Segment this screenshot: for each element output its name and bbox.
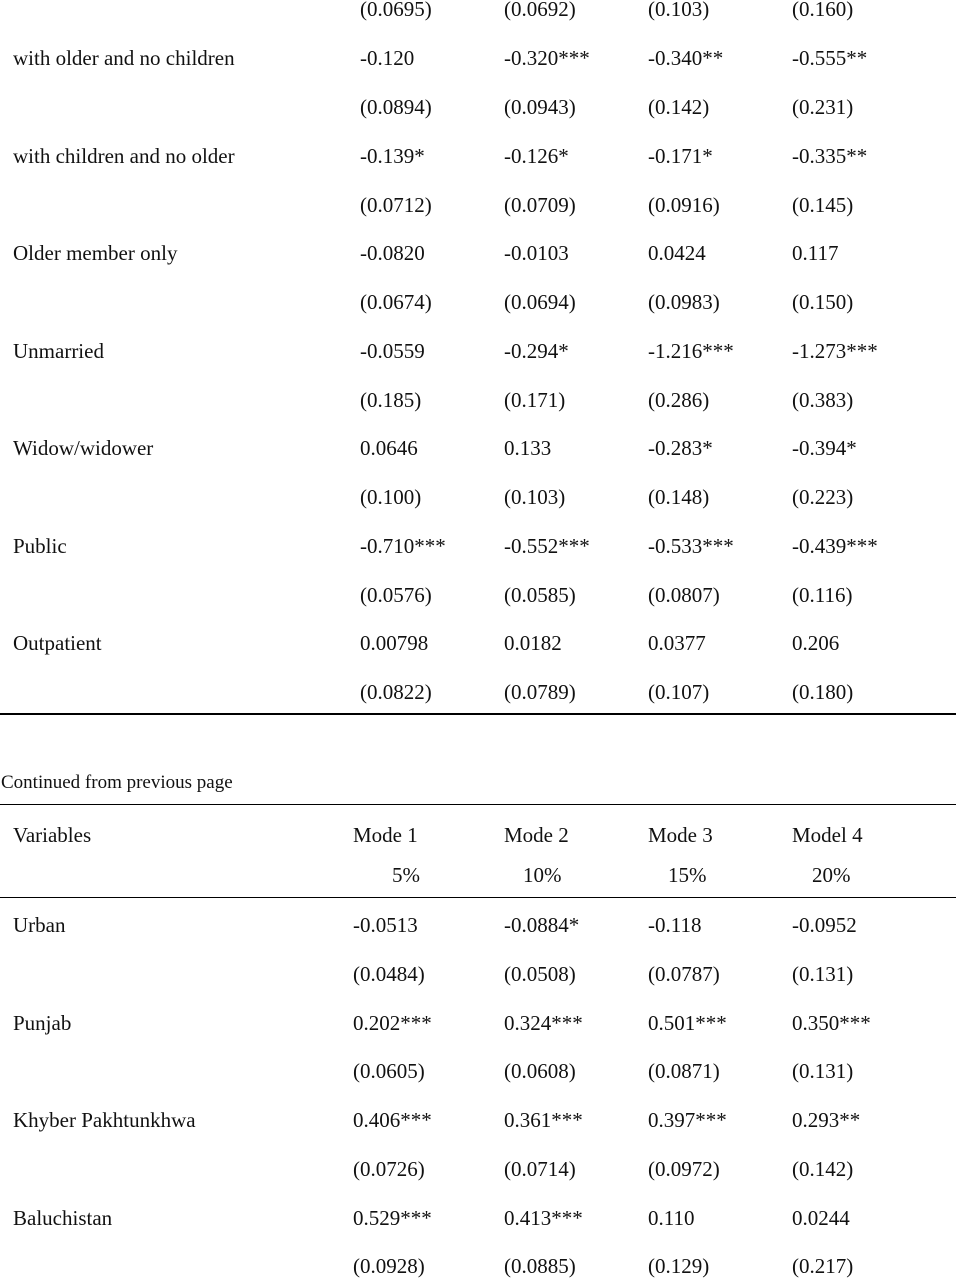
cell-model-1: -0.0513	[353, 913, 418, 937]
cell-model-2: -0.552***	[504, 534, 590, 558]
cell-model-3: -0.533***	[648, 534, 734, 558]
table-top-rule	[0, 804, 956, 805]
cell-model-3: -0.118	[648, 913, 702, 937]
cell-model-1: (0.0695)	[360, 0, 432, 21]
table-row	[0, 190, 958, 220]
column-pct-model-4: 20%	[812, 863, 851, 887]
cell-model-3: (0.142)	[648, 95, 710, 119]
cell-model-2: 0.0182	[504, 631, 562, 655]
table-row	[0, 910, 958, 940]
cell-model-1: (0.0674)	[360, 290, 432, 314]
cell-model-3: (0.0787)	[648, 962, 720, 986]
row-label: Public	[13, 534, 67, 558]
cell-model-1: (0.0726)	[353, 1157, 425, 1181]
cell-model-4: (0.131)	[792, 1059, 854, 1083]
cell-model-4: 0.117	[792, 241, 839, 265]
cell-model-1: 0.0646	[360, 436, 418, 460]
cell-model-3: -0.171*	[648, 144, 713, 168]
cell-model-3: (0.103)	[648, 0, 710, 21]
cell-model-1: -0.120	[360, 46, 415, 70]
row-label: with older and no children	[13, 46, 235, 70]
cell-model-2: (0.0714)	[504, 1157, 576, 1181]
table-row	[0, 336, 958, 366]
continued-caption: Continued from previous page	[1, 772, 233, 793]
cell-model-4: (0.131)	[792, 962, 854, 986]
cell-model-1: (0.0822)	[360, 680, 432, 704]
table-row	[0, 433, 958, 463]
cell-model-3: (0.0807)	[648, 583, 720, 607]
cell-model-4: -0.555**	[792, 46, 868, 70]
cell-model-2: (0.0694)	[504, 290, 576, 314]
table-row	[0, 92, 958, 122]
cell-model-4: (0.150)	[792, 290, 854, 314]
table-row	[0, 482, 958, 512]
cell-model-4: -0.394*	[792, 436, 857, 460]
cell-model-2: (0.0692)	[504, 0, 576, 21]
cell-model-3: (0.286)	[648, 388, 710, 412]
cell-model-1: (0.0712)	[360, 193, 432, 217]
cell-model-1: 0.00798	[360, 631, 429, 655]
cell-model-1: (0.0484)	[353, 962, 425, 986]
cell-model-2: (0.103)	[504, 485, 566, 509]
column-header-model-1: Mode 1	[353, 823, 418, 847]
header-rule	[0, 897, 956, 898]
cell-model-2: 0.133	[504, 436, 552, 460]
cell-model-2: 0.413***	[504, 1206, 583, 1230]
header-pct-row	[0, 860, 958, 890]
cell-model-3: -0.340**	[648, 46, 724, 70]
row-label: Older member only	[13, 241, 178, 265]
row-label: with children and no older	[13, 144, 235, 168]
cell-model-1: (0.0928)	[353, 1254, 425, 1278]
row-label: Widow/widower	[13, 436, 154, 460]
cell-model-1: -0.0559	[360, 339, 425, 363]
table-row	[0, 1056, 958, 1086]
column-pct-model-1: 5%	[392, 863, 420, 887]
table-row	[0, 959, 958, 989]
cell-model-2: (0.0608)	[504, 1059, 576, 1083]
cell-model-4: -0.439***	[792, 534, 878, 558]
column-pct-model-2: 10%	[523, 863, 562, 887]
row-label: Punjab	[13, 1011, 72, 1035]
column-pct-model-3: 15%	[668, 863, 707, 887]
column-header-model-2: Mode 2	[504, 823, 569, 847]
table-row	[0, 0, 958, 24]
table-row	[0, 287, 958, 317]
table-row	[0, 531, 958, 561]
table-bottom-rule	[0, 713, 956, 715]
cell-model-2: (0.0585)	[504, 583, 576, 607]
cell-model-1: (0.185)	[360, 388, 422, 412]
cell-model-3: 0.397***	[648, 1108, 727, 1132]
cell-model-3: 0.110	[648, 1206, 695, 1230]
cell-model-2: -0.320***	[504, 46, 590, 70]
cell-model-3: (0.129)	[648, 1254, 710, 1278]
cell-model-4: 0.0244	[792, 1206, 850, 1230]
row-label: Unmarried	[13, 339, 104, 363]
cell-model-4: (0.217)	[792, 1254, 854, 1278]
cell-model-3: (0.0983)	[648, 290, 720, 314]
cell-model-3: (0.0871)	[648, 1059, 720, 1083]
cell-model-1: (0.0894)	[360, 95, 432, 119]
table-row	[0, 1008, 958, 1038]
table-row	[0, 580, 958, 610]
cell-model-3: (0.148)	[648, 485, 710, 509]
cell-model-3: (0.0972)	[648, 1157, 720, 1181]
row-label: Outpatient	[13, 631, 102, 655]
cell-model-1: 0.202***	[353, 1011, 432, 1035]
table-row	[0, 238, 958, 268]
table-row	[0, 677, 958, 707]
cell-model-3: 0.0377	[648, 631, 706, 655]
row-label: Baluchistan	[13, 1206, 113, 1230]
cell-model-4: (0.142)	[792, 1157, 854, 1181]
header-row	[0, 820, 958, 850]
cell-model-2: 0.361***	[504, 1108, 583, 1132]
cell-model-2: -0.126*	[504, 144, 569, 168]
table-row	[0, 1154, 958, 1184]
table-row	[0, 628, 958, 658]
cell-model-1: -0.0820	[360, 241, 425, 265]
cell-model-1: 0.529***	[353, 1206, 432, 1230]
cell-model-1: (0.100)	[360, 485, 422, 509]
cell-model-4: (0.145)	[792, 193, 854, 217]
cell-model-4: 0.350***	[792, 1011, 871, 1035]
cell-model-2: (0.0508)	[504, 962, 576, 986]
cell-model-2: -0.0103	[504, 241, 569, 265]
cell-model-2: -0.294*	[504, 339, 569, 363]
column-header-model-4: Model 4	[792, 823, 863, 847]
variables-header: Variables	[13, 823, 92, 847]
table-row	[0, 1105, 958, 1135]
table-row	[0, 1203, 958, 1233]
cell-model-4: -0.0952	[792, 913, 857, 937]
cell-model-2: (0.171)	[504, 388, 566, 412]
cell-model-4: (0.383)	[792, 388, 854, 412]
table-row	[0, 385, 958, 415]
table-row	[0, 141, 958, 171]
cell-model-4: (0.116)	[792, 583, 853, 607]
row-label: Urban	[13, 913, 66, 937]
cell-model-2: (0.0789)	[504, 680, 576, 704]
table-row	[0, 1251, 958, 1281]
cell-model-4: 0.206	[792, 631, 840, 655]
cell-model-3: (0.0916)	[648, 193, 720, 217]
cell-model-4: -1.273***	[792, 339, 878, 363]
cell-model-1: (0.0605)	[353, 1059, 425, 1083]
cell-model-4: -0.335**	[792, 144, 868, 168]
cell-model-3: 0.0424	[648, 241, 706, 265]
cell-model-2: (0.0709)	[504, 193, 576, 217]
cell-model-3: 0.501***	[648, 1011, 727, 1035]
cell-model-1: (0.0576)	[360, 583, 432, 607]
cell-model-2: (0.0943)	[504, 95, 576, 119]
table-row	[0, 43, 958, 73]
cell-model-3: (0.107)	[648, 680, 710, 704]
cell-model-1: 0.406***	[353, 1108, 432, 1132]
cell-model-1: -0.710***	[360, 534, 446, 558]
cell-model-4: (0.223)	[792, 485, 854, 509]
row-label: Khyber Pakhtunkhwa	[13, 1108, 196, 1132]
cell-model-4: (0.160)	[792, 0, 854, 21]
cell-model-2: (0.0885)	[504, 1254, 576, 1278]
column-header-model-3: Mode 3	[648, 823, 713, 847]
cell-model-3: -1.216***	[648, 339, 734, 363]
cell-model-2: 0.324***	[504, 1011, 583, 1035]
cell-model-1: -0.139*	[360, 144, 425, 168]
cell-model-2: -0.0884*	[504, 913, 580, 937]
cell-model-3: -0.283*	[648, 436, 713, 460]
cell-model-4: (0.231)	[792, 95, 854, 119]
cell-model-4: (0.180)	[792, 680, 854, 704]
cell-model-4: 0.293**	[792, 1108, 861, 1132]
